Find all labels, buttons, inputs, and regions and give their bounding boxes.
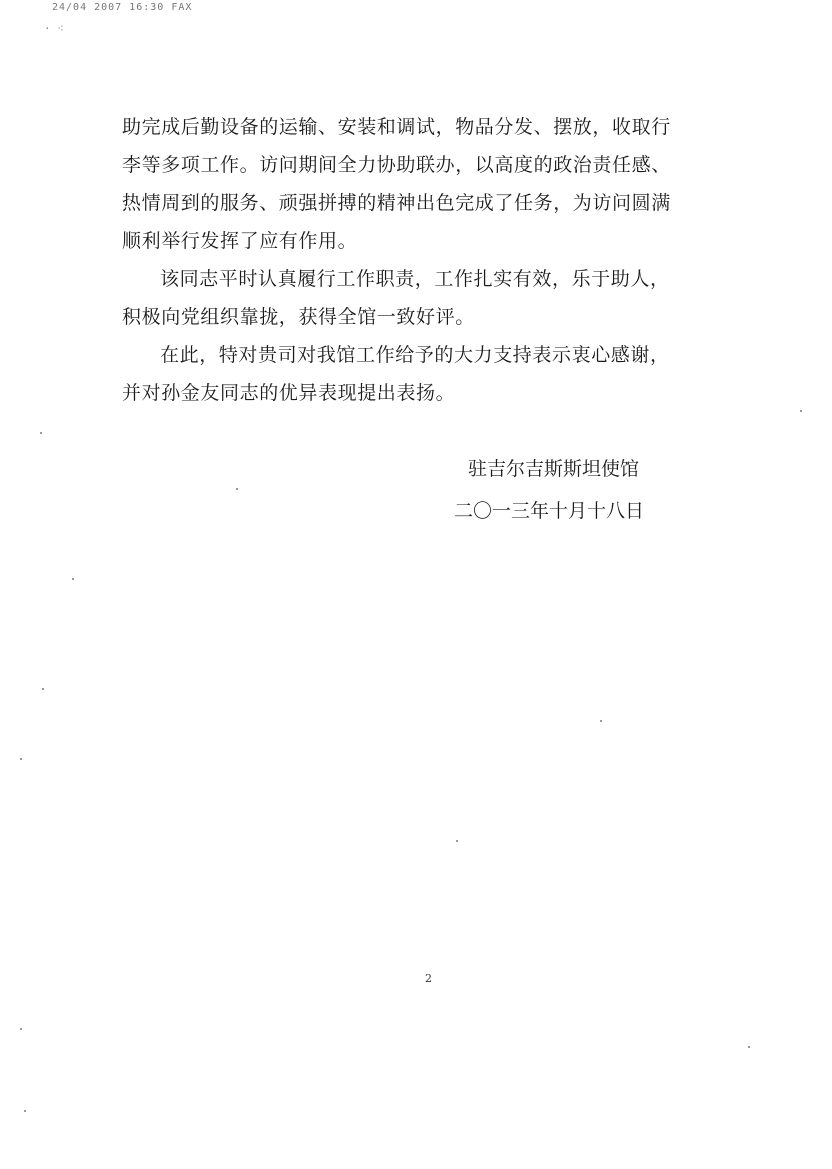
paragraph-3-line-1: 在此，特对贵司对我馆工作给予的大力支持表示衷心感谢， xyxy=(160,344,670,366)
page-number: 2 xyxy=(425,972,432,985)
scan-speck xyxy=(72,578,74,580)
signature-block xyxy=(454,448,694,532)
paragraph-2-line-1: 该同志平时认真履行工作职责，工作扎实有效，乐于助人， xyxy=(160,268,670,290)
scan-speck xyxy=(42,688,44,690)
scan-speck xyxy=(456,840,458,842)
scan-speck xyxy=(748,1046,750,1048)
paragraph-1-line-1: 助完成后勤设备的运输、安装和调试，物品分发、摆放，收取行 xyxy=(122,116,671,138)
fax-transmission-header: 24/04 2007 16:30 FAX xyxy=(52,2,193,13)
fax-marks: · ⁖ xyxy=(44,22,64,35)
paragraph-1-line-3: 热情周到的服务、顽强拼搏的精神出色完成了任务，为访问圆满 xyxy=(122,192,671,214)
scan-speck xyxy=(800,410,802,412)
paragraph-1-line-2: 李等多项工作。访问期间全力协助联办，以高度的政治责任感、 xyxy=(122,154,671,176)
scan-speck xyxy=(236,488,238,490)
signature-organization: 驻吉尔吉斯斯坦使馆 xyxy=(468,458,640,480)
scan-speck xyxy=(600,720,602,722)
paragraph-3-line-2: 并对孙金友同志的优异表现提出表扬。 xyxy=(122,382,456,404)
paragraph-2-line-2: 积极向党组织靠拢，获得全馆一致好评。 xyxy=(122,306,475,328)
scan-speck xyxy=(20,758,22,760)
signature-date: 二〇一三年十月十八日 xyxy=(454,500,645,522)
letter-body xyxy=(122,108,682,412)
scan-speck xyxy=(20,1028,22,1030)
scan-speck xyxy=(24,1110,26,1112)
scan-speck xyxy=(40,432,42,434)
paragraph-1-line-4: 顺利举行发挥了应有作用。 xyxy=(122,230,358,252)
